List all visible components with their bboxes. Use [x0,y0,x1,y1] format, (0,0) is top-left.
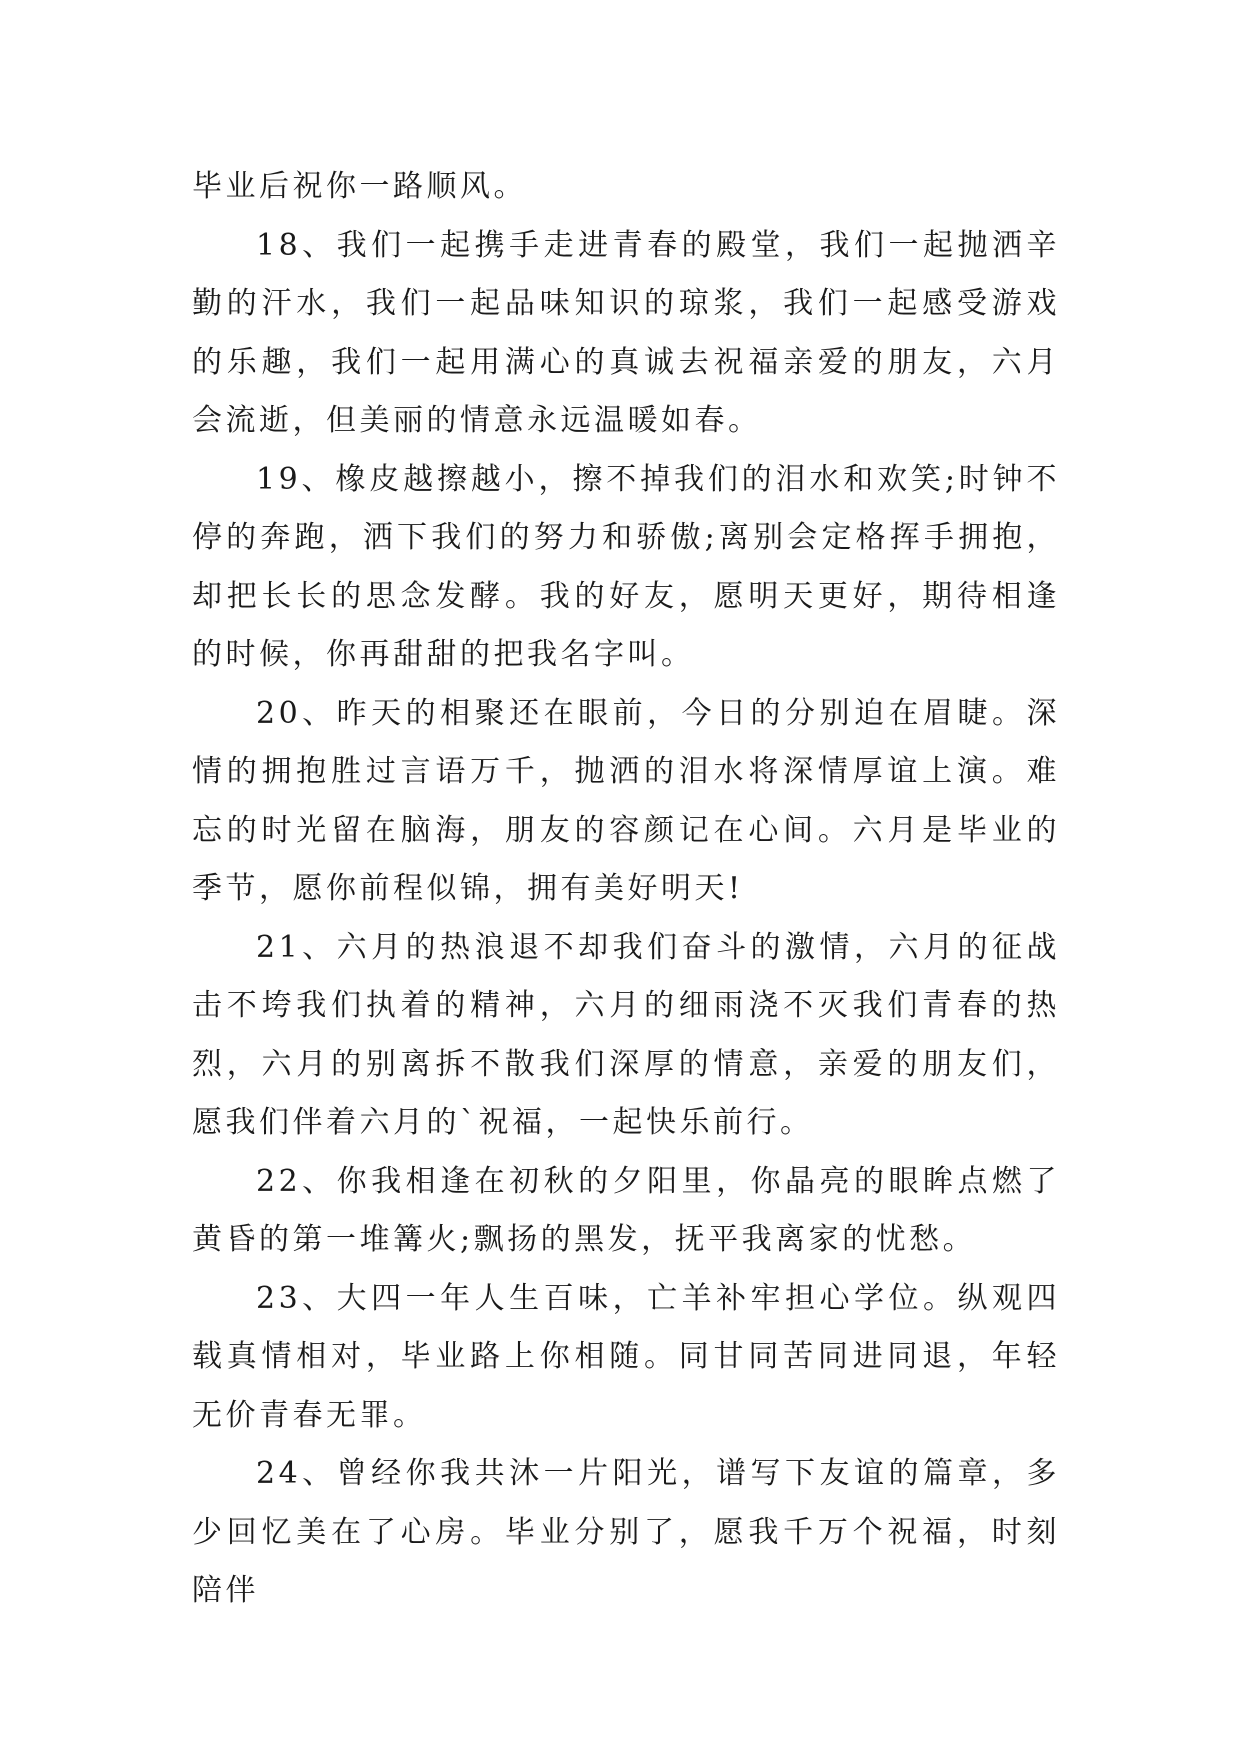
paragraph-18: 18、我们一起携手走进青春的殿堂，我们一起抛洒辛勤的汗水，我们一起品味知识的琼浆，我们一起感受游戏的乐趣，我们一起用满心的真诚去祝福亲爱的朋友，六月会流逝，但美丽的情意永远温暖如春。 [192,227,1060,438]
paragraph-19: 19、橡皮越擦越小，擦不掉我们的泪水和欢笑;时钟不停的奔跑，洒下我们的努力和骄傲;离别会定格挥手拥抱，却把长长的思念发酵。我的好友，愿明天更好，期待相逢的时候，你再甜甜的把我名字叫。 [192,461,1060,672]
paragraph-22: 22、你我相逢在初秋的夕阳里，你晶亮的眼眸点燃了黄昏的第一堆篝火;飘扬的黑发，抚平我离家的忧愁。 [192,1163,1060,1257]
paragraph-24: 24、曾经你我共沐一片阳光，谱写下友谊的篇章，多少回忆美在了心房。毕业分别了，愿我千万个祝福，时刻陪伴 [192,1456,1060,1608]
paragraph-23: 23、大四一年人生百味，亡羊补牢担心学位。纵观四载真情相对，毕业路上你相随。同甘同苦同进同退，年轻无价青春无罪。 [192,1280,1060,1433]
paragraph-20: 20、昨天的相聚还在眼前，今日的分别迫在眉睫。深情的拥抱胜过言语万千，抛洒的泪水将深情厚谊上演。难忘的时光留在脑海，朋友的容颜记在心间。六月是毕业的季节，愿你前程似锦，拥有美好明天! [192,695,1060,906]
document-body [192,158,1060,1621]
paragraph-21: 21、六月的热浪退不却我们奋斗的激情，六月的征战击不垮我们执着的精神，六月的细雨浇不灭我们青春的热烈，六月的别离拆不散我们深厚的情意，亲爱的朋友们，愿我们伴着六月的`祝福，一起快乐前行。 [192,929,1060,1140]
paragraph-continuation: 毕业后祝你一路顺风。 [192,169,527,204]
